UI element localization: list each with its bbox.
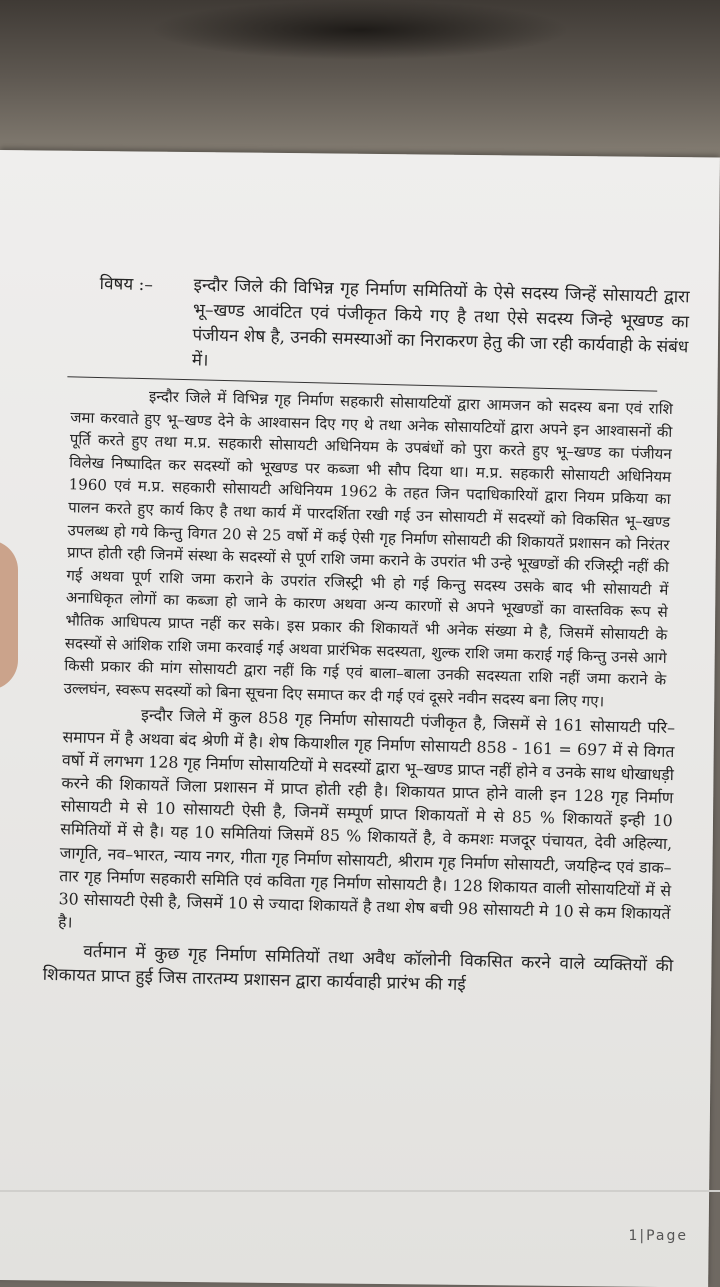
paragraph-1-text: इन्दौर जिले में विभिन्न गृह निर्माण सहकारी सोसायटियों द्वारा आमजन को सदस्य बना एवं राशि जमा करवाते हुए भू–खण्ड देने के आश्वासन दिए गए थे तथा अनेक सोसायटियों द्वारा अपने इन आश्वासनों की पूर्ति करते हुए तथा म.प्र. सहकारी सोसायटी अधिनियम के उपबंधों को पुरा करते हुए भू–खण्ड का पंजीयन विलेख निष्पादित कर सदस्यों को भूखण्ड पर कब्जा भी सौप दिया था। म.प्र. सहकारी सोसायटी अधिनियम 1960 एवं म.प्र. सहकारी सोसायटी अधिनियम 1962 के तहत जिन पदाधिकारियों द्वारा नियम प्रकिया का पालन करते हुए कार्य किए है तथा कार्य में पारदर्शिता रखी गई उन सोसायटी में सदस्यों को विकसित भू–खण्ड उपलब्ध हो गये किन्तु विगत 20 से 25 वर्षो में कई ऐसी गृह निर्माण सोसायटी की शिकायतें प्रशासन को निरंतर प्राप्त होती रही जिनमें संस्था के सदस्यों से पूर्ण राशि जमा कराने के उपरांत भी उन्हे भूखण्डों की रजिस्ट्री नहीं की गई अथवा पूर्ण राशि जमा कराने के उपरांत रजिस्ट्री भी हो गई किन्तु सदस्य उसके बाद भी सोसायटी में अनाधिकृत लोगों का कब्जा हो जाने के कारण अथवा अन्य कारणों से अपने भूखण्डों का वास्तविक रूप से भौतिक आधिपत्य प्राप्त नहीं कर सके। इस प्रकार की शिकायतें भी अनेक संख्या मे है, जिसमें सोसायटी के सदस्यों से आंशिक राशि जमा करवाई गई अथवा प्रारंभिक सदस्यता, शुल्क राशि जमा कराई गई किन्तु उनसे आगे किसी प्रकार की मांग सोसायटी द्वारा नहीं कि गई एवं बाला–बाला उनकी सदस्यता राशि नहीं जमा कराने के उल्लघंन, स्वरूप सदस्यों को बिना सूचना दिए समाप्त कर दी गई एवं दूसरे नवीन सदस्य बना लिए गए। — [63, 387, 674, 711]
subject-text: इन्दौर जिले की विभिन्न गृह निर्माण समितियों के ऐसे सदस्य जिन्हें सोसायटी द्वारा भू–खण्ड आवंटित एवं पंजीकृत किये गए है तथा ऐसे सदस्य जिन्हे भूखण्ड का पंजीयन शेष है, उनकी समस्याओं का निराकरण हेतु की जा रही कार्यवाही के संबंध में। — [191, 275, 690, 371]
holding-finger — [0, 540, 18, 690]
footer-rule — [0, 1190, 720, 1192]
document-body — [42, 270, 689, 1003]
paragraph-2-text: इन्दौर जिले में कुल 858 गृह निर्माण सोसायटी पंजीकृत है, जिसमें से 161 सोसायटी परि–समापन में है अथवा बंद श्रेणी में है। शेष कियाशील गृह निर्माण सोसायटी 858 - 161 = 697 में से विगत वर्षो में लगभग 128 गृह निर्माण सोसायटियों मे सदस्यों द्वारा भू–खण्ड प्राप्त नहीं होने व उनके साथ धोखाधड़ी करने की शिकायतें जिला प्रशासन में प्राप्त होती रही है। शिकायत प्राप्त होने वाली इन 128 गृह निर्माण सोसायटी मे से 10 सोसायटी ऐसी है, जिनमें सम्पूर्ण प्राप्त शिकायतों मे से 85 % शिकायतें इन्ही 10 समितियों में से है। यह 10 समितियां जिसमें 85 % शिकायतें है, वे कमशः मजदूर पंचायत, देवी अहिल्या, जागृति, नव–भारत, न्याय नगर, गीता गृह निर्माण सोसायटी, श्रीराम गृह निर्माण सोसायटी, जयहिन्द एवं डाक–तार गृह निर्माण सहकारी समिति एवं कविता गृह निर्माण सोसायटी है। 128 शिकायत वाली सोसायटियों में से 30 सोसायटी ऐसी है, जिसमें 10 से ज्यादा शिकायतें है तथा शेष बची 98 सोसायटी मे 10 से कम शिकायतें है। — [57, 705, 676, 932]
background-shadow — [150, 0, 570, 60]
paragraph-1 — [50, 383, 688, 715]
paragraph-3-text: वर्तमान में कुछ गृह निर्माण समितियों तथा अवैध कॉलोनी विकसित करने वाले व्यक्तियों की शिकायत प्राप्त हुई जिस तारतम्य प्रशासन द्वारा कार्यवाही प्रारंभ की गई — [42, 942, 674, 996]
subject-block — [58, 270, 690, 385]
page-number: 1|Page — [628, 1228, 688, 1244]
paragraph-2 — [44, 701, 679, 948]
subject-label: विषय :– — [99, 273, 154, 296]
